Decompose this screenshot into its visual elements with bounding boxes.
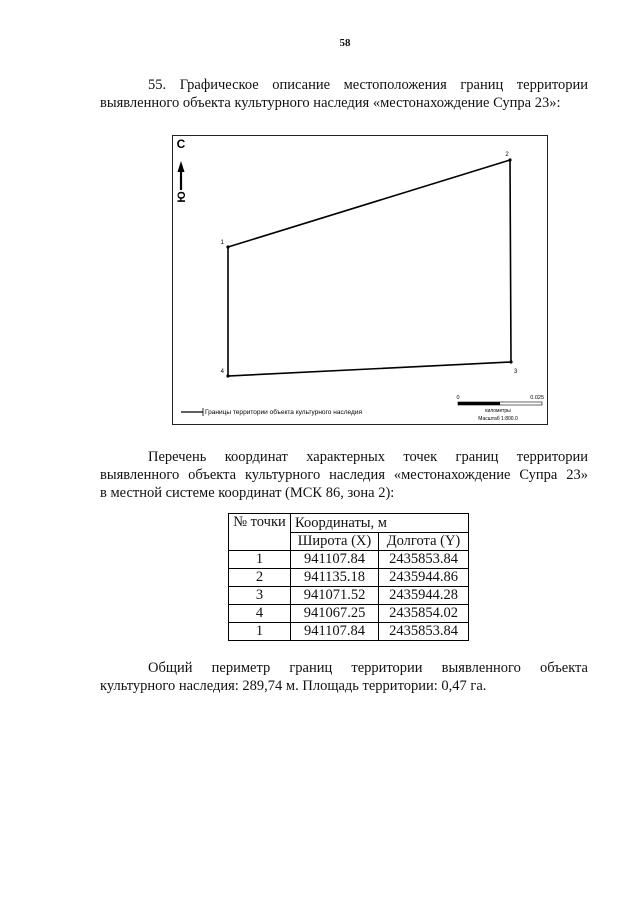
- map-legend: [181, 408, 362, 416]
- header-point: № точки: [229, 514, 291, 551]
- cell-x: 941067.25: [291, 605, 379, 623]
- point-label-4: 4: [220, 369, 224, 375]
- cell-y: 2435853.84: [379, 623, 469, 641]
- cell-y: 2435944.86: [379, 569, 469, 587]
- legend-label: Границы территории объекта культурного наследия: [205, 410, 362, 416]
- section-title-part-1: Графическое описание местоположения границ территории: [179, 77, 589, 93]
- coordinates-table: [228, 513, 469, 641]
- cell-x: 941135.18: [291, 569, 379, 587]
- coordinates-intro-line-3: в местной системе координат (МСК 86, зона 2):: [100, 485, 395, 501]
- table-header-row: [229, 514, 469, 533]
- boundary-point-2: [508, 158, 511, 161]
- cell-point: 4: [229, 605, 291, 623]
- scale-start-label: 0: [456, 395, 460, 401]
- coordinates-intro-line-1: Перечень координат характерных точек границ территории: [148, 449, 588, 465]
- boundary-point-4: [226, 374, 229, 377]
- summary-line-1: Общий периметр границ территории выявленного объекта: [148, 660, 588, 676]
- table-row: [229, 623, 469, 641]
- point-label-1: 1: [220, 240, 224, 246]
- south-label: Ю: [176, 191, 188, 203]
- header-coordinates: Координаты, м: [291, 514, 469, 533]
- page-number: 58: [339, 37, 351, 49]
- scale-end-label: 0.025: [530, 395, 544, 401]
- scale-unit-label: километры: [485, 408, 511, 414]
- cell-point: 1: [229, 623, 291, 641]
- section-heading: [100, 76, 588, 112]
- boundary-map-svg: [172, 135, 548, 425]
- cell-point: 3: [229, 587, 291, 605]
- cell-y: 2435944.28: [379, 587, 469, 605]
- header-longitude: Долгота (Y): [379, 533, 469, 551]
- cell-point: 2: [229, 569, 291, 587]
- cell-x: 941107.84: [291, 623, 379, 641]
- boundary-point-1: [226, 245, 229, 248]
- point-label-2: 2: [505, 152, 509, 158]
- point-label-3: 3: [514, 369, 518, 375]
- table-row: [229, 551, 469, 569]
- cell-point: 1: [229, 551, 291, 569]
- section-heading-line-2: выявленного объекта культурного наследия «местонахождение Супра 23»:: [100, 95, 561, 111]
- section-number: 55.: [148, 77, 167, 93]
- summary: [100, 659, 588, 695]
- scale-bar-fill: [458, 402, 500, 405]
- header-latitude: Широта (X): [291, 533, 379, 551]
- table-row: [229, 587, 469, 605]
- coordinates-intro-line-2: выявленного объекта культурного наследия «местонахождение Супра 23»: [100, 467, 588, 483]
- cell-x: 941071.52: [291, 587, 379, 605]
- section-heading-line-1: [148, 76, 588, 94]
- boundary-point-3: [509, 360, 512, 363]
- cell-y: 2435853.84: [379, 551, 469, 569]
- summary-line-2: культурного наследия: 289,74 м. Площадь территории: 0,47 га.: [100, 678, 487, 694]
- table-row: [229, 569, 469, 587]
- table-row: [229, 605, 469, 623]
- north-label: С: [176, 137, 186, 151]
- scale-ratio-label: Масштаб 1:800.0: [478, 416, 518, 422]
- cell-y: 2435854.02: [379, 605, 469, 623]
- cell-x: 941107.84: [291, 551, 379, 569]
- boundary-map: [172, 135, 548, 425]
- coordinates-intro: [100, 448, 588, 502]
